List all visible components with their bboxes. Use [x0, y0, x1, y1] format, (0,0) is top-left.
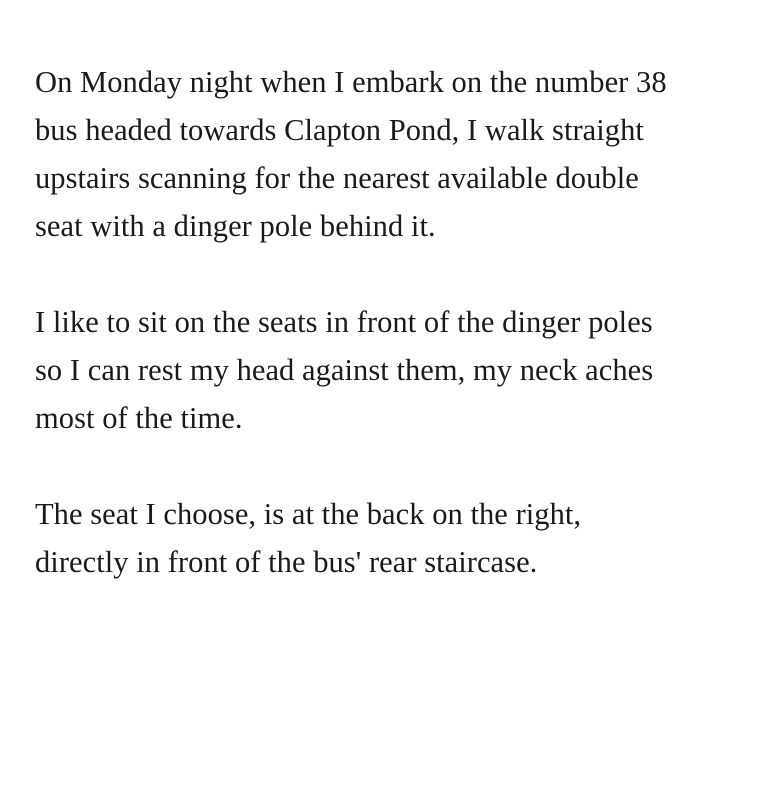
text-line: On Monday night when I embark on the number 38 [35, 65, 667, 99]
text-line: bus headed towards Clapton Pond, I walk straight [35, 113, 644, 147]
text-line: I like to sit on the seats in front of the dinger poles [35, 305, 653, 339]
paragraph-3 [35, 490, 755, 586]
text-line: The seat I choose, is at the back on the right, [35, 497, 582, 531]
text-line: so I can rest my head against them, my neck aches [35, 353, 654, 387]
text-line: upstairs scanning for the nearest available double [35, 161, 639, 195]
text-line: most of the time. [35, 401, 243, 435]
text-line: seat with a dinger pole behind it. [35, 209, 436, 243]
paragraph-2 [35, 298, 755, 442]
text-line: directly in front of the bus' rear staircase. [35, 545, 538, 579]
paragraph-1 [35, 58, 755, 250]
text-content [35, 58, 755, 586]
